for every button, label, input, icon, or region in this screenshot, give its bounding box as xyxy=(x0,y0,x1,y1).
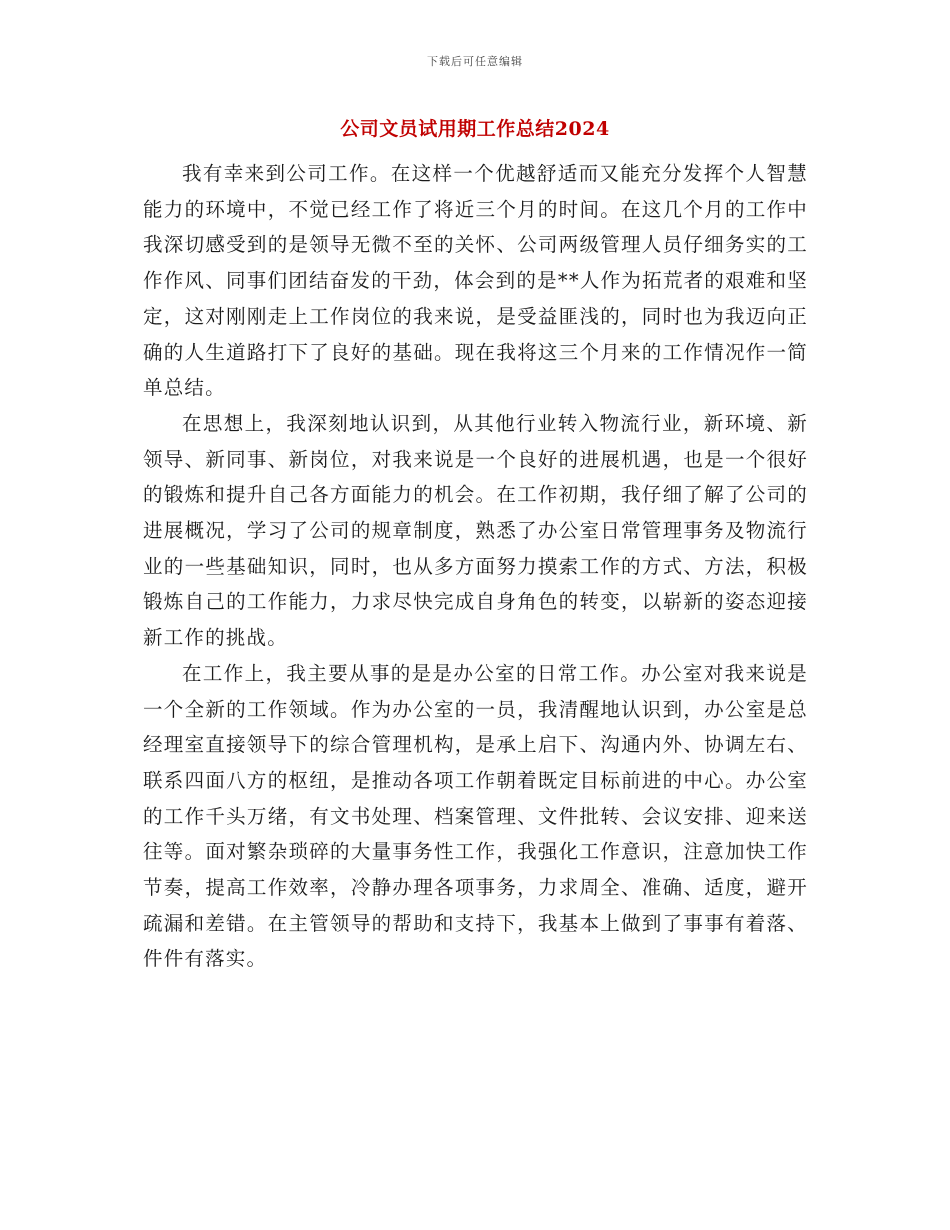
document-title: 公司文员试用期工作总结2024 xyxy=(340,118,610,140)
paragraph-2: 在思想上，我深刻地认识到，从其他行业转入物流行业，新环境、新领导、新同事、新岗位，对我来说是一个良好的进展机遇，也是一个很好的锻炼和提升自己各方面能力的机会。在工作初期，我仔细了解了公司的进展概况，学习了公司的规章制度，熟悉了办公室日常管理事务及物流行业的一些基础知识，同时，也从多方面努力摸索工作的方式、方法，积极锻炼自己的工作能力，力求尽快完成自身角色的转变，以崭新的姿态迎接新工作的挑战。 xyxy=(143,411,808,650)
document-body xyxy=(143,156,808,977)
paragraph-1: 我有幸来到公司工作。在这样一个优越舒适而又能充分发挥个人智慧能力的环境中，不觉已经工作了将近三个月的时间。在这几个月的工作中我深切感受到的是领导无微不至的关怀、公司两级管理人员仔细务实的工作作风、同事们团结奋发的干劲，体会到的是**人作为拓荒者的艰难和坚定，这对刚刚走上工作岗位的我来说，是受益匪浅的，同时也为我迈向正确的人生道路打下了良好的基础。现在我将这三个月来的工作情况作一简单总结。 xyxy=(143,162,808,400)
paragraph-3: 在工作上，我主要从事的是是办公室的日常工作。办公室对我来说是一个全新的工作领域。作为办公室的一员，我清醒地认识到，办公室是总经理室直接领导下的综合管理机构，是承上启下、沟通内外、协调左右、联系四面八方的枢纽，是推动各项工作朝着既定目标前进的中心。办公室的工作千头万绪，有文书处理、档案管理、文件批转、会议安排、迎来送往等。面对繁杂琐碎的大量事务性工作，我强化工作意识，注意加快工作节奏，提高工作效率，冷静办理各项事务，力求周全、准确、适度，避开疏漏和差错。在主管领导的帮助和支持下，我基本上做到了事事有着落、件件有落实。 xyxy=(143,661,808,971)
header-note: 下载后可任意编辑 xyxy=(427,55,523,68)
